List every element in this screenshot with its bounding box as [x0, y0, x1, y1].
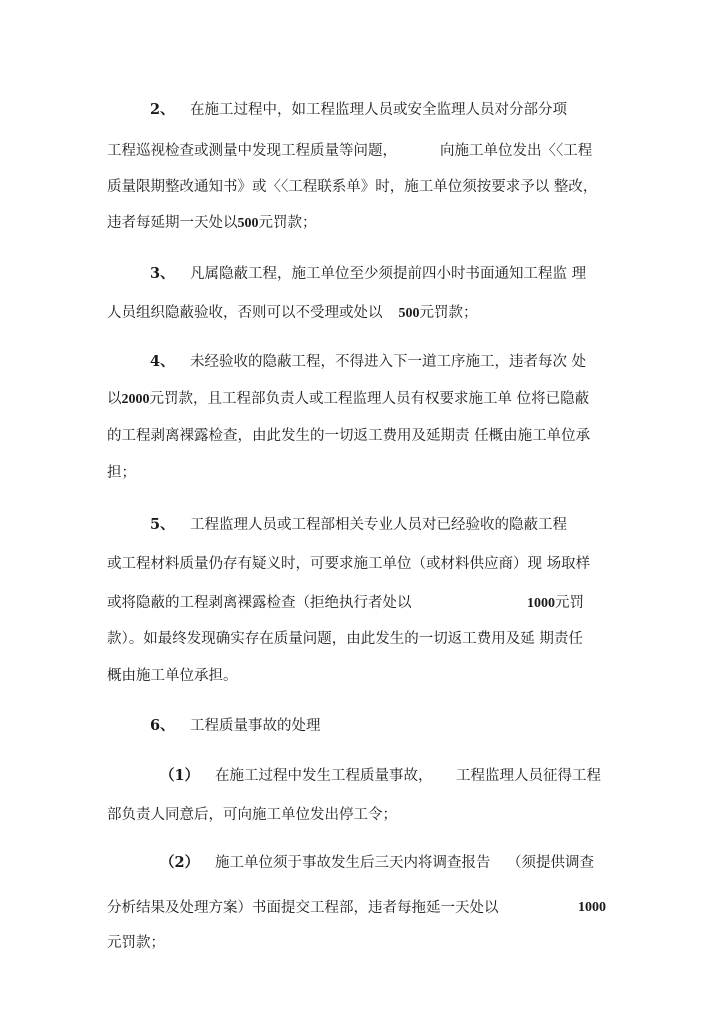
item-4-line-2-text: 元罚款，且工程部负责人或工程监理人员有权要求施工单 位将已隐蔽: [149, 391, 590, 407]
item-5-number: 5、: [150, 516, 175, 533]
subitem-2-line-3: 元罚款；: [107, 935, 165, 951]
subitem-1-line-2: 部负责人同意后，可向施工单位发出停工令；: [107, 807, 397, 823]
subitem-1-line-1a: 在施工过程中发生工程质量事故，: [215, 768, 433, 784]
subitem-2-line-1a: 施工单位须于事故发生后三天内将调查报告: [215, 855, 491, 871]
subitem-2-fine-amount: 1000: [578, 900, 606, 915]
subitem-2-number: （2）: [160, 854, 200, 871]
item-6-title: 工程质量事故的处理: [190, 718, 321, 734]
item-2-fine-amount: 500: [237, 216, 259, 231]
item-3-line-1: 凡属隐蔽工程，施工单位至少须提前四小时书面通知工程监 理: [190, 266, 587, 282]
subitem-2-line-2: 分析结果及处理方案）书面提交工程部，违者每拖延一天处以: [107, 900, 499, 916]
item-4-line-1: 未经验收的隐蔽工程，不得进入下一道工序施工，违者每次 处: [190, 354, 587, 370]
item-5-line-2: 或工程材料质量仍存有疑义时，可要求施工单位（或材料供应商）现 场取样: [107, 556, 591, 572]
subitem-2-line-1b: （须提供调查: [507, 855, 594, 871]
item-2-line-2b: 向施工单位发出〈〈工程: [440, 143, 593, 159]
item-2-line-4: [107, 213, 317, 234]
item-2-line-4-tail: 元罚款；: [258, 215, 317, 231]
item-3-line-2-text: 人员组织隐蔽验收，否则可以不受理或处以: [107, 305, 383, 321]
item-4-line-2-head: 以: [107, 391, 122, 407]
item-5-fine-amount: 1000: [527, 596, 555, 611]
item-4-fine-amount: 2000: [121, 392, 150, 407]
subitem-1-number: （1）: [160, 767, 200, 784]
item-4-line-4: 担；: [107, 465, 136, 481]
item-3-number: 3、: [150, 265, 175, 282]
subitem-1-line-1b: 工程监理人员征得工程: [456, 768, 601, 784]
item-3-line-2-tail: 元罚款；: [419, 305, 478, 321]
item-3-fine-amount: 500: [398, 306, 420, 321]
item-3-line-2: [107, 303, 478, 324]
item-2-line-3: 质量限期整改通知书》或〈〈工程联系单》时，施工单位须按要求予以 整改，: [107, 179, 598, 195]
item-2-line-1: 在施工过程中，如工程监理人员或安全监理人员对分部分项: [190, 102, 567, 118]
item-2-number: 2、: [150, 101, 175, 118]
item-4-line-3: 的工程剥离裸露检查，由此发生的一切返工费用及延期责 任概由施工单位承: [107, 428, 591, 444]
item-5-line-4: 款）。如最终发现确实存在质量问题，由此发生的一切返工费用及延 期责任: [107, 631, 583, 647]
item-2-line-4-text: 违者每延期一天处以: [107, 215, 238, 231]
item-5-line-3-tail: 元罚: [555, 595, 584, 611]
item-4-number: 4、: [150, 353, 175, 370]
item-5-line-5: 概由施工单位承担。: [107, 668, 238, 684]
item-5-line-3a: 或将隐蔽的工程剥离裸露检查（拒绝执行者处以: [107, 595, 412, 611]
item-4-line-2: [107, 389, 589, 410]
item-5-line-1: 工程监理人员或工程部相关专业人员对已经验收的隐蔽工程: [190, 517, 567, 533]
item-5-line-3b: [527, 593, 584, 614]
item-2-line-2a: 工程巡视检查或测量中发现工程质量等问题，: [107, 143, 397, 159]
item-6-number: 6、: [150, 717, 175, 734]
